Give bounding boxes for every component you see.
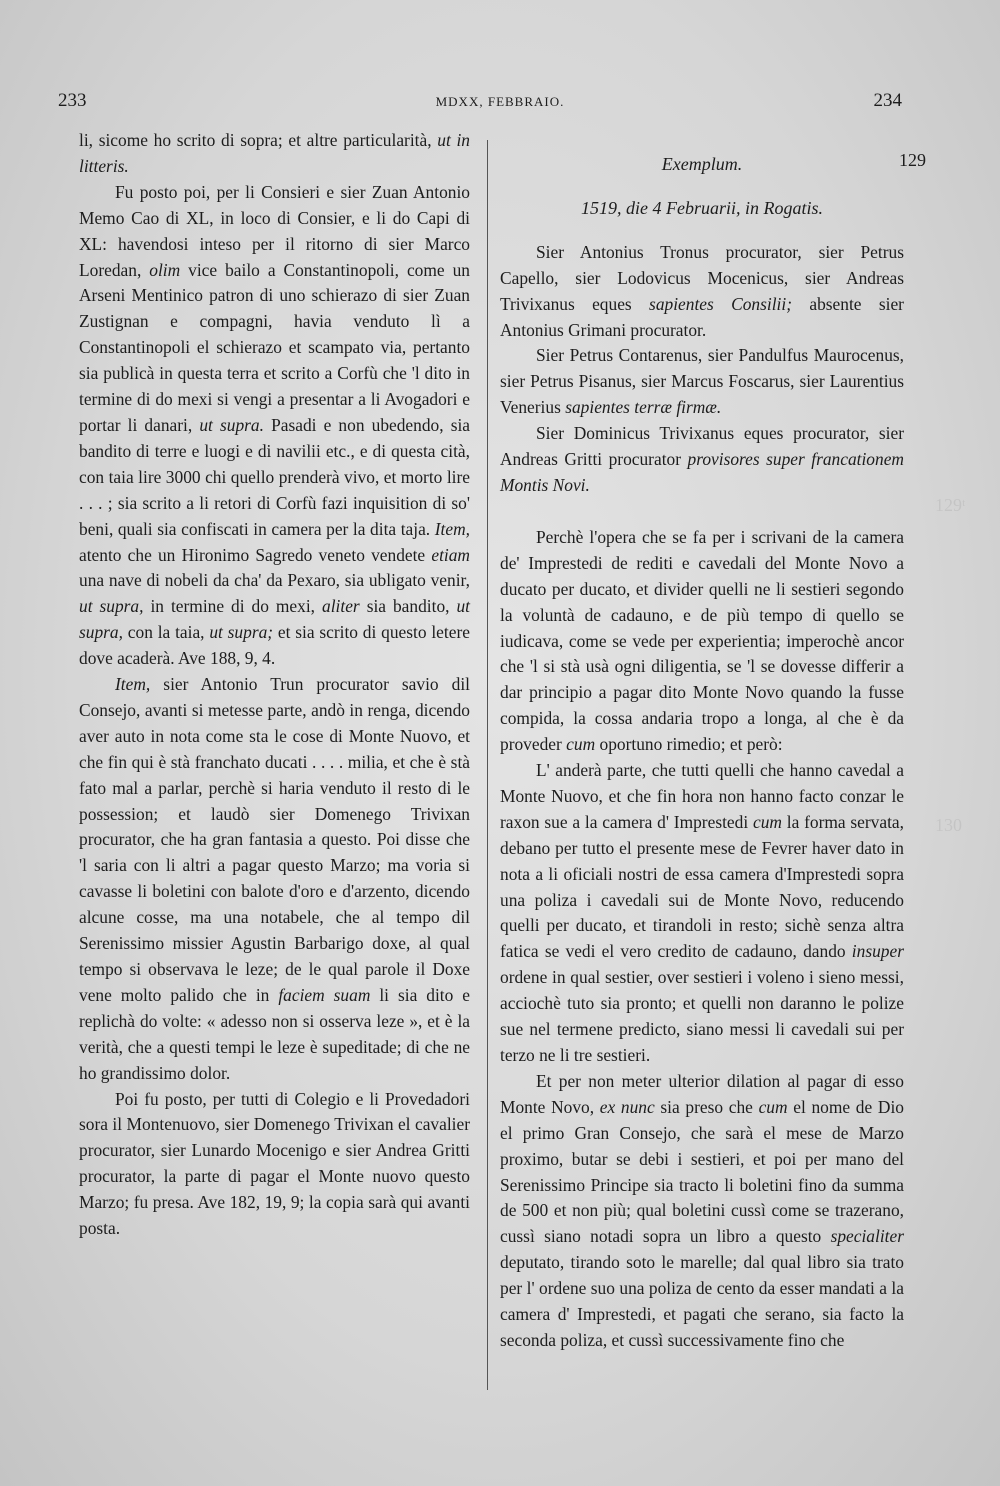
- text-run: Pasadi e non ubedendo, sia bandito di terre e luogi e di navilii etc., e di questa cità, con taia lire 3000 chi quello prenderà vivo, et morto lire . . . ; sia scrito a li retori di Corfù fazi inquisition di so' beni, quali sia confiscati in camera per la dita taja.: [79, 414, 471, 539]
- text-run: ordene in qual sestier, over sestieri i voleno i sieno messi, acciochè tuto sia pronto; et quelli non daranno le polize sue nel termene predicto, siano messi li cavedali sui per terzo ne li tre sestieri.: [500, 967, 904, 1065]
- text-run: li sia dito e replichà do volte: « adesso non si osserva leze », et è la verità, che a questi tempi le leze è supeditade; di che ne ho grandissimo dolor.: [79, 984, 470, 1083]
- italic-run: ut in litteris.: [79, 130, 471, 176]
- paragraph: [79, 1087, 470, 1242]
- italic-run: ut supra.: [199, 414, 264, 435]
- page-header: [0, 90, 1000, 120]
- text-run: Perchè l'opera che se fa per i scrivani de la camera de' Imprestedi de rediti e cavedali del Monte Novo a ducato per ducato, et divider quelli ne li sestieri segondo la voluntà de cadauno, e de più tempo di quello se iudicava, come se vede per experientia; imperochè ancor che 'l si stà usà ogni diligentia, se 'l se dovesse differir a dar principio a pagar dito Monte Novo quando la fusse compida, la cossa andaria tropo a longa, al che è da proveder: [500, 526, 904, 755]
- text-run: absente sier Antonius Grimani procurator.: [500, 293, 904, 340]
- text-run: Poi fu posto, per tutti di Colegio e li Provedadori sora il Montenuovo, sier Domenego Trivixan el cavalier procurator, sier Lunardo Mocenigo e sier Andrea Gritti procurator, la parte di pagar el Monte nuovo questo Marzo; fu presa. Ave 182, 19, 9; la copia sarà qui avanti posta.: [79, 1088, 470, 1239]
- text-run: con la taia,: [127, 622, 205, 643]
- left-column: [79, 128, 470, 1242]
- paragraph: [500, 343, 904, 421]
- text-run: et sia scrito di questo letere dove acaderà. Ave 188, 9, 4.: [79, 622, 470, 669]
- section-heading: Exemplum.: [661, 154, 743, 174]
- section-date-heading: 1519, die 4 Februarii, in Rogatis.: [581, 197, 823, 218]
- text-run: una nave di nobeli da cha' da Pexaro, sia ubligato venir,: [79, 570, 470, 591]
- column-divider: [487, 140, 488, 1390]
- italic-run: Item,: [434, 518, 470, 539]
- paragraph: [79, 672, 470, 1087]
- italic-run: cum: [752, 811, 782, 832]
- paragraph: [500, 421, 904, 499]
- italic-run: specialiter: [830, 1226, 904, 1247]
- text-run: li, sicome ho scrito di sopra; et altre particularità,: [79, 130, 432, 150]
- left-page-number: 233: [58, 90, 87, 111]
- text-run: atento che un Hironimo Sagredo veneto vendete: [79, 544, 426, 565]
- text-run: Sier Petrus Contarenus, sier Pandulfus Maurocenus, sier Petrus Pisanus, sier Marcus Foscarus, sier Laurentius Venerius: [500, 345, 904, 418]
- paragraph: [500, 758, 904, 1069]
- italic-run: aliter: [322, 596, 360, 617]
- text-run: Sier Dominicus Trivixanus eques procurator, sier Andreas Gritti procurator: [500, 423, 904, 470]
- text-run: el nome de Dio el primo Gran Consejo, che sarà el mese de Marzo proximo, butar se debi i sestieri, et poi per mano del Serenissimo Principe sia tracto li boletini fino da summa de 500 et non più; qual boletini cussì come se trazerano, cussì siano notadi sopra un libro a questo: [500, 1096, 904, 1247]
- italic-run: Item,: [115, 674, 151, 695]
- italic-run: sapientes terræ firmæ.: [565, 397, 722, 418]
- italic-run: sapientes Consilii;: [649, 293, 792, 314]
- text-run: la forma servata, debano per tutto el presente mese de Fevrer haver dato in nota a li oficiali nostri de essa camera d'Imprestedi sopra una poliza i cavedali sui de Monte Novo, reducendo quelli per ducato, et tirandoli in resto; sichè senza altra fatica se vedi el vero credito de cadauno, dando: [500, 811, 904, 962]
- text-run: Fu posto poi, per li Consieri e sier Zuan Antonio Memo Cao di XL, in loco di Consier, e li do Capi di XL: havendosi inteso per il ritorno di sier Marco Loredan,: [79, 181, 470, 280]
- bleed-through-mark: 130: [935, 815, 962, 835]
- italic-run: cum: [758, 1096, 788, 1117]
- italic-run: faciem suam: [278, 984, 371, 1005]
- paragraph: [79, 128, 470, 180]
- right-page-number: 234: [873, 90, 902, 111]
- italic-run: olim: [149, 259, 181, 280]
- text-run: Et per non meter ulterior dilation al pagar di esso Monte Novo,: [500, 1070, 904, 1117]
- italic-run: cum: [566, 734, 596, 755]
- text-run: oportuno rimedio; et però:: [599, 734, 783, 755]
- italic-run: insuper: [851, 941, 904, 962]
- italic-run: etiam: [431, 544, 470, 565]
- italic-run: ut supra,: [79, 596, 144, 617]
- running-title: MDXX, FEBBRAIO.: [435, 94, 565, 109]
- text-run: sier Antonio Trun procurator savio dil Consejo, avanti si metesse parte, andò in renga, dicendo aver auto in nota come sta le cose di Monte Nuovo, et che fin qui è stà franchato ducati . . . . milia, et che è stà fato mal a parlar, perchè si haria venduto il resto di le possession; et laudò sier Domenego Trivixan procurator, che ha gran fantasia a questo. Poi disse che 'l saria con li altri a pagar questo Marzo; ma voria si cavasse li boletini con balote d'oro e d'arzento, dicendo alcune cosse, ma una notabele, che al tempo dil Serenissimo missier Agustin Barbarigo doxe, al qual tempo si observava le leze; de le qual parole il Doxe vene molto palido che in: [79, 674, 470, 1005]
- paragraph: [79, 180, 470, 672]
- margin-folio-number: 129: [899, 150, 926, 170]
- text-run: deputato, tirando soto le marelle; dal qual libro sia trato per l' ordene suo una poliza de cento da esser mandati a la camera d' Imprestedi, et pagati che serano, sia facto la seconda poliza, et cussì successivamente fino che: [500, 1252, 904, 1350]
- text-run: vice bailo a Constantinopoli, come un Arseni Mentinico patron di uno schierazo di sier Zuan Zustignan e compagni, havia venduto lì a Constantinopoli el schierazo et scampato via, pertanto sia publicà in questa terra et scrito a Corfù che 'l dito in termine di do mexi si vengi a presentar a li Avogadori e portar li danari,: [79, 259, 470, 435]
- text-run: in termine di do mexi,: [150, 596, 316, 617]
- italic-run: ex nunc: [599, 1096, 655, 1117]
- text-run: Sier Antonius Tronus procurator, sier Petrus Capello, sier Lodovicus Mocenicus, sier Andreas Trivixanus eques: [500, 241, 904, 314]
- paragraph: [500, 1069, 904, 1354]
- text-run: sia bandito,: [366, 596, 450, 617]
- italic-run: provisores super francationem Montis Novi.: [500, 449, 904, 495]
- text-run: L' anderà parte, che tutti quelli che hanno cavedal a Monte Nuovo, et che fin hora non hanno facto conzar le raxon sue a la camera d' Imprestedi: [500, 760, 904, 832]
- text-run: sia preso che: [660, 1096, 753, 1117]
- paragraph: [500, 240, 904, 344]
- bleed-through-mark: 129ᵗ: [935, 495, 966, 515]
- right-column: [500, 128, 904, 1354]
- italic-run: ut supra,: [79, 596, 471, 643]
- paragraph: [500, 525, 904, 758]
- italic-run: ut supra;: [209, 622, 274, 643]
